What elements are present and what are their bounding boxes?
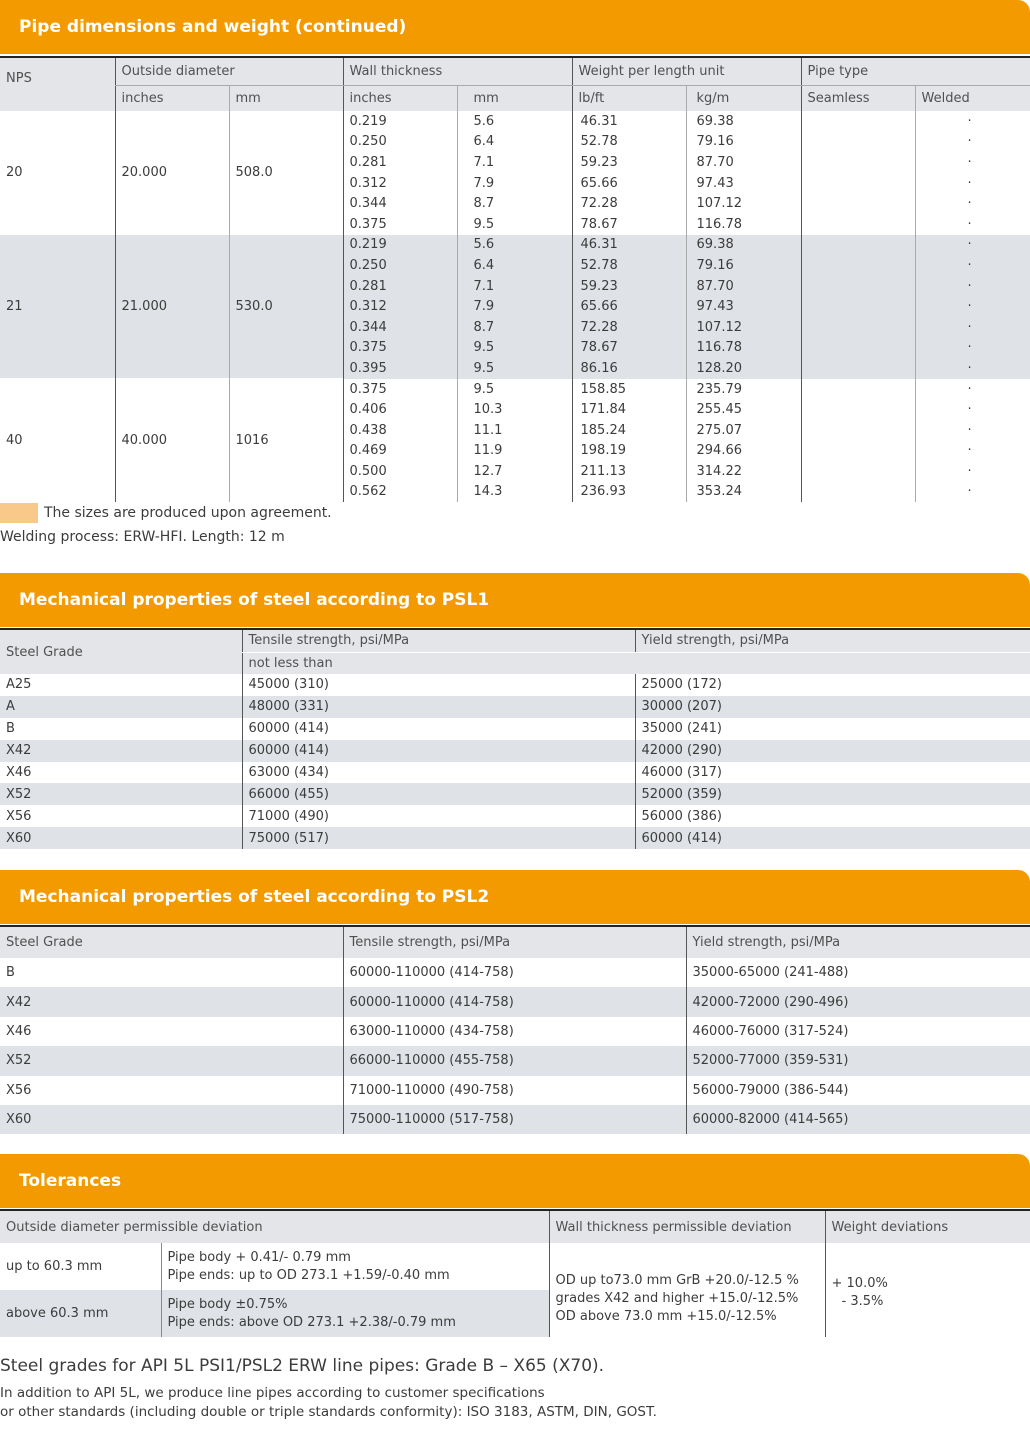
wall-mm-cell: 8.7 bbox=[457, 193, 572, 214]
kgm-cell: 97.43 bbox=[686, 296, 801, 317]
od-inches-cell: 40.000 bbox=[115, 379, 229, 503]
seamless-cell bbox=[801, 399, 915, 420]
wall-mm-cell: 11.1 bbox=[457, 420, 572, 441]
footer-grades: Steel grades for API 5L PSI1/PSL2 ERW line pipes: Grade B – X65 (X70). bbox=[0, 1356, 605, 1376]
kgm-cell: 107.12 bbox=[686, 193, 801, 214]
kgm-cell: 97.43 bbox=[686, 173, 801, 194]
yield-cell: 52000 (359) bbox=[635, 783, 1030, 805]
grade-row bbox=[0, 696, 1030, 718]
col-outside-diameter: Outside diameter bbox=[115, 58, 343, 85]
col-wall-thickness: Wall thickness bbox=[343, 58, 572, 85]
lbft-cell: 72.28 bbox=[572, 317, 686, 338]
grade-cell: B bbox=[6, 721, 15, 737]
seamless-cell bbox=[801, 296, 915, 317]
wall-mm-cell: 9.5 bbox=[457, 214, 572, 235]
tensile-cell: 48000 (331) bbox=[242, 696, 635, 718]
psl2-col-grade: Steel Grade bbox=[6, 935, 83, 950]
grade-row bbox=[0, 740, 1030, 762]
welded-mark: · bbox=[915, 255, 1030, 276]
kgm-cell: 79.16 bbox=[686, 255, 801, 276]
yield-cell: 42000-72000 (290-496) bbox=[686, 987, 1030, 1016]
psl2-section-title: Mechanical properties of steel according to PSL2 bbox=[0, 870, 1030, 924]
lbft-cell: 211.13 bbox=[572, 461, 686, 482]
grade-row bbox=[0, 1017, 1030, 1046]
welded-mark: · bbox=[915, 441, 1030, 462]
yield-cell: 52000-77000 (359-531) bbox=[686, 1046, 1030, 1075]
welded-mark: · bbox=[915, 132, 1030, 153]
lbft-cell: 52.78 bbox=[572, 255, 686, 276]
wall-mm-cell: 5.6 bbox=[457, 235, 572, 256]
grade-cell: X42 bbox=[6, 994, 32, 1010]
seamless-cell bbox=[801, 420, 915, 441]
wall-inches-cell: 0.250 bbox=[343, 255, 457, 276]
tensile-cell: 71000-110000 (490-758) bbox=[343, 1076, 686, 1105]
col-nps: NPS bbox=[6, 71, 32, 86]
wall-inches-cell: 0.406 bbox=[343, 399, 457, 420]
footer-line2: or other standards (including double or triple standards conformity): ISO 3183, ASTM, DIN, GOST. bbox=[0, 1404, 657, 1420]
tensile-cell: 66000-110000 (455-758) bbox=[343, 1046, 686, 1075]
seamless-cell bbox=[801, 338, 915, 359]
wall-mm-cell: 7.9 bbox=[457, 173, 572, 194]
wall-mm-cell: 10.3 bbox=[457, 399, 572, 420]
seamless-cell bbox=[801, 214, 915, 235]
welded-mark: · bbox=[915, 296, 1030, 317]
lbft-cell: 72.28 bbox=[572, 193, 686, 214]
welded-mark: · bbox=[915, 358, 1030, 379]
wall-mm-cell: 6.4 bbox=[457, 255, 572, 276]
col-wall-mm: mm bbox=[457, 85, 572, 111]
wall-inches-cell: 0.395 bbox=[343, 358, 457, 379]
yield-cell: 46000 (317) bbox=[635, 762, 1030, 784]
grade-cell: B bbox=[6, 965, 15, 981]
grade-cell: X56 bbox=[6, 1082, 32, 1098]
welded-mark: · bbox=[915, 152, 1030, 173]
welded-mark: · bbox=[915, 235, 1030, 256]
seamless-cell bbox=[801, 235, 915, 256]
grade-row bbox=[0, 827, 1030, 849]
wall-inches-cell: 0.344 bbox=[343, 193, 457, 214]
yield-cell: 25000 (172) bbox=[635, 674, 1030, 696]
od-mm-cell: 508.0 bbox=[229, 111, 343, 235]
kgm-cell: 255.45 bbox=[686, 399, 801, 420]
kgm-cell: 314.22 bbox=[686, 461, 801, 482]
welded-mark: · bbox=[915, 214, 1030, 235]
grade-cell: A bbox=[6, 699, 15, 715]
tol-row2-line2: Pipe ends: above OD 273.1 +2.38/-0.79 mm bbox=[167, 1314, 456, 1330]
pipe-row bbox=[0, 111, 1030, 132]
grade-cell: X46 bbox=[6, 1023, 32, 1039]
wall-inches-cell: 0.562 bbox=[343, 482, 457, 503]
kgm-cell: 87.70 bbox=[686, 152, 801, 173]
lbft-cell: 46.31 bbox=[572, 111, 686, 132]
seamless-cell bbox=[801, 193, 915, 214]
lbft-cell: 78.67 bbox=[572, 338, 686, 359]
grade-row bbox=[0, 987, 1030, 1016]
lbft-cell: 65.66 bbox=[572, 296, 686, 317]
legend-note: The sizes are produced upon agreement. bbox=[44, 505, 332, 521]
od-mm-cell: 1016 bbox=[229, 379, 343, 503]
psl1-col-min: not less than bbox=[242, 652, 1030, 674]
grade-row bbox=[0, 1076, 1030, 1105]
tensile-cell: 63000 (434) bbox=[242, 762, 635, 784]
welded-mark: · bbox=[915, 399, 1030, 420]
wall-mm-cell: 5.6 bbox=[457, 111, 572, 132]
yield-cell: 35000-65000 (241-488) bbox=[686, 958, 1030, 987]
wall-mm-cell: 9.5 bbox=[457, 338, 572, 359]
wall-inches-cell: 0.281 bbox=[343, 152, 457, 173]
tol-weight-line1: + 10.0% bbox=[831, 1276, 888, 1291]
kgm-cell: 87.70 bbox=[686, 276, 801, 297]
grade-cell: X56 bbox=[6, 808, 32, 824]
tol-weight-line2: - 3.5% bbox=[841, 1294, 884, 1309]
lbft-cell: 46.31 bbox=[572, 235, 686, 256]
wall-inches-cell: 0.344 bbox=[343, 317, 457, 338]
lbft-cell: 185.24 bbox=[572, 420, 686, 441]
tensile-cell: 75000 (517) bbox=[242, 827, 635, 849]
tensile-cell: 60000-110000 (414-758) bbox=[343, 987, 686, 1016]
grade-row bbox=[0, 805, 1030, 827]
wall-inches-cell: 0.375 bbox=[343, 214, 457, 235]
kgm-cell: 294.66 bbox=[686, 441, 801, 462]
tol-wall-line1: OD up to73.0 mm GrB +20.0/-12.5 % bbox=[555, 1273, 799, 1288]
col-seamless: Seamless bbox=[801, 85, 915, 111]
tol-col-weight: Weight deviations bbox=[825, 1211, 1030, 1243]
psl1-col-yield: Yield strength, psi/MPa bbox=[635, 630, 1030, 652]
footer-line1: In addition to API 5L, we produce line pipes according to customer specifications bbox=[0, 1385, 545, 1401]
grade-row bbox=[0, 674, 1030, 696]
wall-inches-cell: 0.438 bbox=[343, 420, 457, 441]
psl1-section-title: Mechanical properties of steel according to PSL1 bbox=[0, 573, 1030, 627]
seamless-cell bbox=[801, 152, 915, 173]
tol-wall-values bbox=[549, 1243, 825, 1337]
wall-mm-cell: 8.7 bbox=[457, 317, 572, 338]
welded-mark: · bbox=[915, 482, 1030, 503]
lbft-cell: 65.66 bbox=[572, 173, 686, 194]
grade-cell: X60 bbox=[6, 830, 32, 846]
tensile-cell: 60000-110000 (414-758) bbox=[343, 958, 686, 987]
wall-inches-cell: 0.500 bbox=[343, 461, 457, 482]
col-welded: Welded bbox=[915, 85, 1030, 111]
col-weight: Weight per length unit bbox=[572, 58, 801, 85]
tolerances-table bbox=[0, 1211, 1030, 1337]
wall-mm-cell: 14.3 bbox=[457, 482, 572, 503]
yield-cell: 35000 (241) bbox=[635, 718, 1030, 740]
tol-row1-line1: Pipe body + 0.41/- 0.79 mm bbox=[167, 1249, 351, 1265]
kgm-cell: 275.07 bbox=[686, 420, 801, 441]
kgm-cell: 107.12 bbox=[686, 317, 801, 338]
grade-cell: X60 bbox=[6, 1112, 32, 1128]
wall-inches-cell: 0.250 bbox=[343, 132, 457, 153]
welded-mark: · bbox=[915, 317, 1030, 338]
welded-mark: · bbox=[915, 276, 1030, 297]
grade-row bbox=[0, 762, 1030, 784]
kgm-cell: 235.79 bbox=[686, 379, 801, 400]
wall-mm-cell: 7.1 bbox=[457, 276, 572, 297]
lbft-cell: 158.85 bbox=[572, 379, 686, 400]
wall-inches-cell: 0.375 bbox=[343, 379, 457, 400]
col-pipe-type: Pipe type bbox=[801, 58, 1030, 85]
kgm-cell: 128.20 bbox=[686, 358, 801, 379]
nps-cell: 20 bbox=[6, 165, 23, 181]
od-inches-cell: 21.000 bbox=[115, 235, 229, 379]
pipe-table bbox=[0, 58, 1030, 502]
seamless-cell bbox=[801, 317, 915, 338]
welded-mark: · bbox=[915, 173, 1030, 194]
tol-row2-label: above 60.3 mm bbox=[6, 1306, 109, 1321]
psl1-col-tensile: Tensile strength, psi/MPa bbox=[242, 630, 635, 652]
grade-cell: X42 bbox=[6, 743, 32, 759]
seamless-cell bbox=[801, 358, 915, 379]
tol-row1-line2: Pipe ends: up to OD 273.1 +1.59/-0.40 mm bbox=[167, 1267, 450, 1283]
seamless-cell bbox=[801, 276, 915, 297]
lbft-cell: 59.23 bbox=[572, 152, 686, 173]
tensile-cell: 71000 (490) bbox=[242, 805, 635, 827]
wall-inches-cell: 0.312 bbox=[343, 296, 457, 317]
tolerances-section-title: Tolerances bbox=[0, 1154, 1030, 1208]
lbft-cell: 171.84 bbox=[572, 399, 686, 420]
wall-inches-cell: 0.375 bbox=[343, 338, 457, 359]
lbft-cell: 198.19 bbox=[572, 441, 686, 462]
tensile-cell: 60000 (414) bbox=[242, 740, 635, 762]
grade-row bbox=[0, 958, 1030, 987]
psl2-table bbox=[0, 927, 1030, 1134]
grade-cell: A25 bbox=[6, 677, 32, 693]
seamless-cell bbox=[801, 379, 915, 400]
tol-col-wall: Wall thickness permissible deviation bbox=[549, 1211, 825, 1243]
psl1-col-grade: Steel Grade bbox=[6, 644, 83, 660]
wall-mm-cell: 7.9 bbox=[457, 296, 572, 317]
nps-cell: 40 bbox=[0, 379, 115, 503]
seamless-cell bbox=[801, 111, 915, 132]
od-mm-cell: 530.0 bbox=[229, 235, 343, 379]
wall-mm-cell: 9.5 bbox=[457, 358, 572, 379]
pipe-section-title: Pipe dimensions and weight (continued) bbox=[0, 0, 1030, 54]
tensile-cell: 63000-110000 (434-758) bbox=[343, 1017, 686, 1046]
tol-row2-values bbox=[161, 1290, 549, 1337]
lbft-cell: 59.23 bbox=[572, 276, 686, 297]
col-wall-inches: inches bbox=[343, 85, 457, 111]
welded-mark: · bbox=[915, 420, 1030, 441]
wall-mm-cell: 6.4 bbox=[457, 132, 572, 153]
tol-row1-values bbox=[161, 1243, 549, 1290]
col-od-inches: inches bbox=[115, 85, 229, 111]
seamless-cell bbox=[801, 255, 915, 276]
wall-mm-cell: 12.7 bbox=[457, 461, 572, 482]
col-lbft: lb/ft bbox=[572, 85, 686, 111]
welded-mark: · bbox=[915, 111, 1030, 132]
wall-inches-cell: 0.281 bbox=[343, 276, 457, 297]
kgm-cell: 69.38 bbox=[686, 111, 801, 132]
kgm-cell: 353.24 bbox=[686, 482, 801, 503]
kgm-cell: 79.16 bbox=[686, 132, 801, 153]
pipe-row bbox=[0, 379, 1030, 400]
tol-wall-line2: grades X42 and higher +15.0/-12.5% bbox=[555, 1291, 799, 1306]
lbft-cell: 236.93 bbox=[572, 482, 686, 503]
kgm-cell: 116.78 bbox=[686, 214, 801, 235]
process-note: Welding process: ERW-HFI. Length: 12 m bbox=[0, 529, 285, 545]
grade-row bbox=[0, 1046, 1030, 1075]
tol-row1-label: up to 60.3 mm bbox=[6, 1259, 103, 1274]
wall-mm-cell: 9.5 bbox=[457, 379, 572, 400]
psl1-table bbox=[0, 630, 1030, 849]
lbft-cell: 52.78 bbox=[572, 132, 686, 153]
lbft-cell: 78.67 bbox=[572, 214, 686, 235]
yield-cell: 56000-79000 (386-544) bbox=[686, 1076, 1030, 1105]
wall-inches-cell: 0.312 bbox=[343, 173, 457, 194]
grade-cell: X52 bbox=[6, 786, 32, 802]
psl2-col-tensile: Tensile strength, psi/MPa bbox=[343, 927, 686, 958]
seamless-cell bbox=[801, 173, 915, 194]
psl2-col-yield: Yield strength, psi/MPa bbox=[686, 927, 1030, 958]
lbft-cell: 86.16 bbox=[572, 358, 686, 379]
welded-mark: · bbox=[915, 379, 1030, 400]
tol-col-od: Outside diameter permissible deviation bbox=[6, 1219, 263, 1235]
wall-inches-cell: 0.219 bbox=[343, 235, 457, 256]
tensile-cell: 75000-110000 (517-758) bbox=[343, 1105, 686, 1134]
grade-cell: X52 bbox=[6, 1053, 32, 1069]
col-kgm: kg/m bbox=[686, 85, 801, 111]
yield-cell: 46000-76000 (317-524) bbox=[686, 1017, 1030, 1046]
seamless-cell bbox=[801, 132, 915, 153]
wall-mm-cell: 11.9 bbox=[457, 441, 572, 462]
tensile-cell: 66000 (455) bbox=[242, 783, 635, 805]
grade-row bbox=[0, 718, 1030, 740]
grade-row bbox=[0, 783, 1030, 805]
tensile-cell: 60000 (414) bbox=[242, 718, 635, 740]
welded-mark: · bbox=[915, 193, 1030, 214]
yield-cell: 30000 (207) bbox=[635, 696, 1030, 718]
yield-cell: 56000 (386) bbox=[635, 805, 1030, 827]
yield-cell: 42000 (290) bbox=[635, 740, 1030, 762]
seamless-cell bbox=[801, 482, 915, 503]
seamless-cell bbox=[801, 461, 915, 482]
tensile-cell: 45000 (310) bbox=[242, 674, 635, 696]
tol-row2-line1: Pipe body ±0.75% bbox=[167, 1296, 288, 1312]
wall-inches-cell: 0.219 bbox=[343, 111, 457, 132]
yield-cell: 60000-82000 (414-565) bbox=[686, 1105, 1030, 1134]
yield-cell: 60000 (414) bbox=[635, 827, 1030, 849]
seamless-cell bbox=[801, 441, 915, 462]
welded-mark: · bbox=[915, 338, 1030, 359]
tol-weight-values bbox=[825, 1243, 1030, 1337]
legend-swatch bbox=[0, 503, 38, 523]
wall-mm-cell: 7.1 bbox=[457, 152, 572, 173]
tol-wall-line3: OD above 73.0 mm +15.0/-12.5% bbox=[555, 1309, 777, 1324]
grade-row bbox=[0, 1105, 1030, 1134]
grade-cell: X46 bbox=[6, 765, 32, 780]
wall-inches-cell: 0.469 bbox=[343, 441, 457, 462]
welded-mark: · bbox=[915, 461, 1030, 482]
od-inches-cell: 20.000 bbox=[115, 111, 229, 235]
nps-cell: 21 bbox=[0, 235, 115, 379]
pipe-row bbox=[0, 235, 1030, 256]
col-od-mm: mm bbox=[229, 85, 343, 111]
kgm-cell: 69.38 bbox=[686, 235, 801, 256]
kgm-cell: 116.78 bbox=[686, 338, 801, 359]
